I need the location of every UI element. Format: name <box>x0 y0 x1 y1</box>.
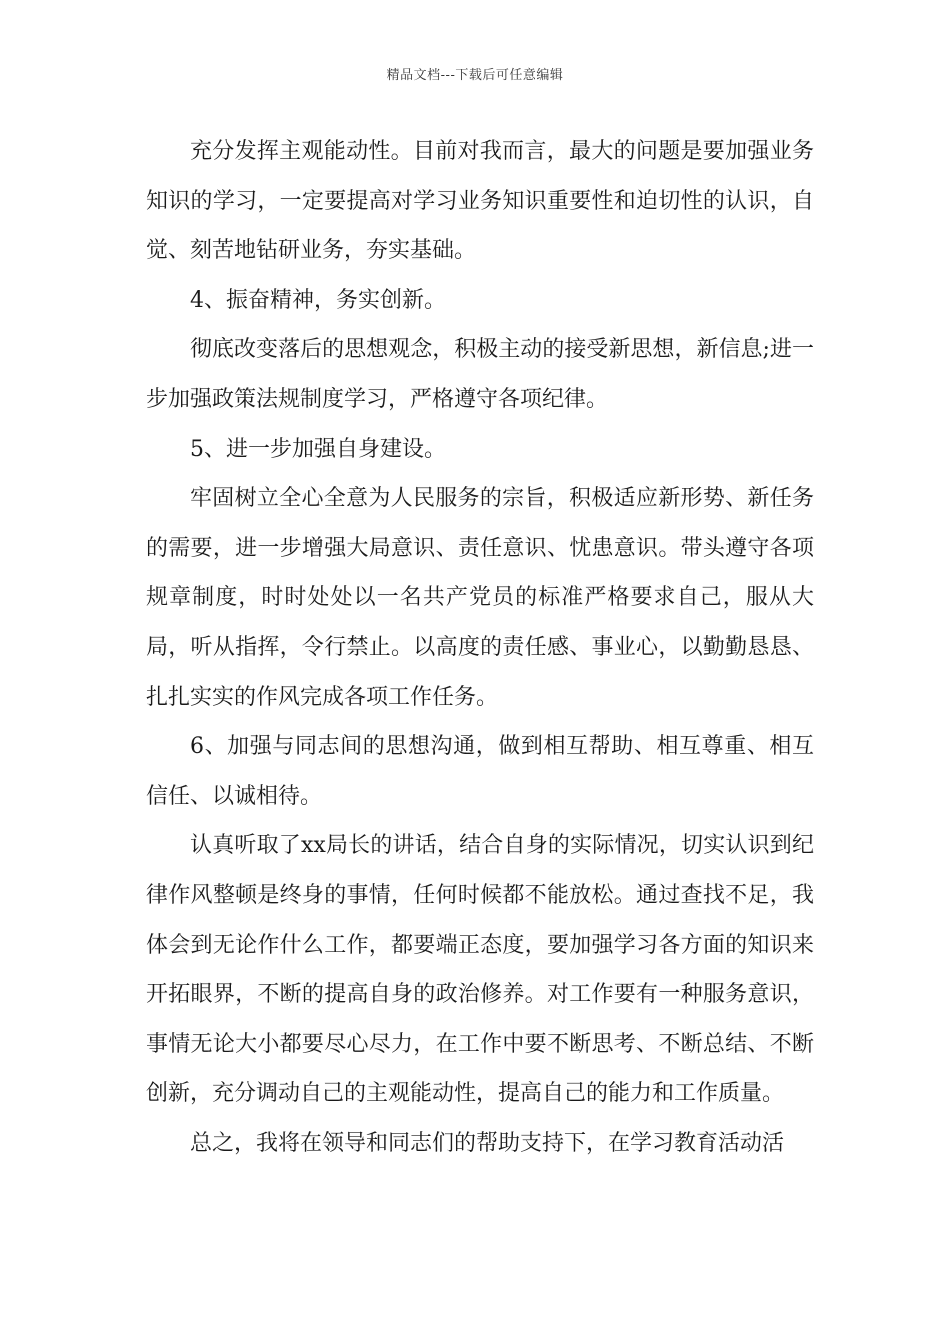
section-heading: 4、振奋精神，务实创新。 <box>190 287 446 313</box>
section-heading: 6、加强与同志间的思想沟通，做到相互帮助、相互尊重、相互信任、以诚相待。 <box>146 734 814 809</box>
document-body <box>146 127 814 1168</box>
paragraph: 充分发挥主观能动性。目前对我而言，最大的问题是要加强业务知识的学习，一定要提高对学习业务知识重要性和迫切性的认识，自觉、刻苦地钻研业务，夯实基础。 <box>146 139 814 264</box>
paragraph: 彻底改变落后的思想观念，积极主动的接受新思想，新信息;进一步加强政策法规制度学习，严格遵守各项纪律。 <box>146 337 814 412</box>
paragraph: 牢固树立全心全意为人民服务的宗旨，积极适应新形势、新任务的需要，进一步增强大局意识、责任意识、忧患意识。带头遵守各项规章制度，时时处处以一名共产党员的标准严格要求自己，服从大局，听从指挥，令行禁止。以高度的责任感、事业心，以勤勤恳恳、扎扎实实的作风完成各项工作任务。 <box>146 486 814 710</box>
paragraph: 认真听取了xx局长的讲话，结合自身的实际情况，切实认识到纪律作风整顿是终身的事情，任何时候都不能放松。通过查找不足，我体会到无论作什么工作，都要端正态度，要加强学习各方面的知识来开拓眼界，不断的提高自身的政治修养。对工作要有一种服务意识，事情无论大小都要尽心尽力，在工作中要不断思考、不断总结、不断创新，充分调动自己的主观能动性，提高自己的能力和工作质量。 <box>146 833 814 1107</box>
section-heading: 5、进一步加强自身建设。 <box>190 436 446 462</box>
page-header: 精品文档---下载后可任意编辑 <box>386 68 564 83</box>
paragraph: 总之，我将在领导和同志们的帮助支持下，在学习教育活动活 <box>190 1130 785 1156</box>
